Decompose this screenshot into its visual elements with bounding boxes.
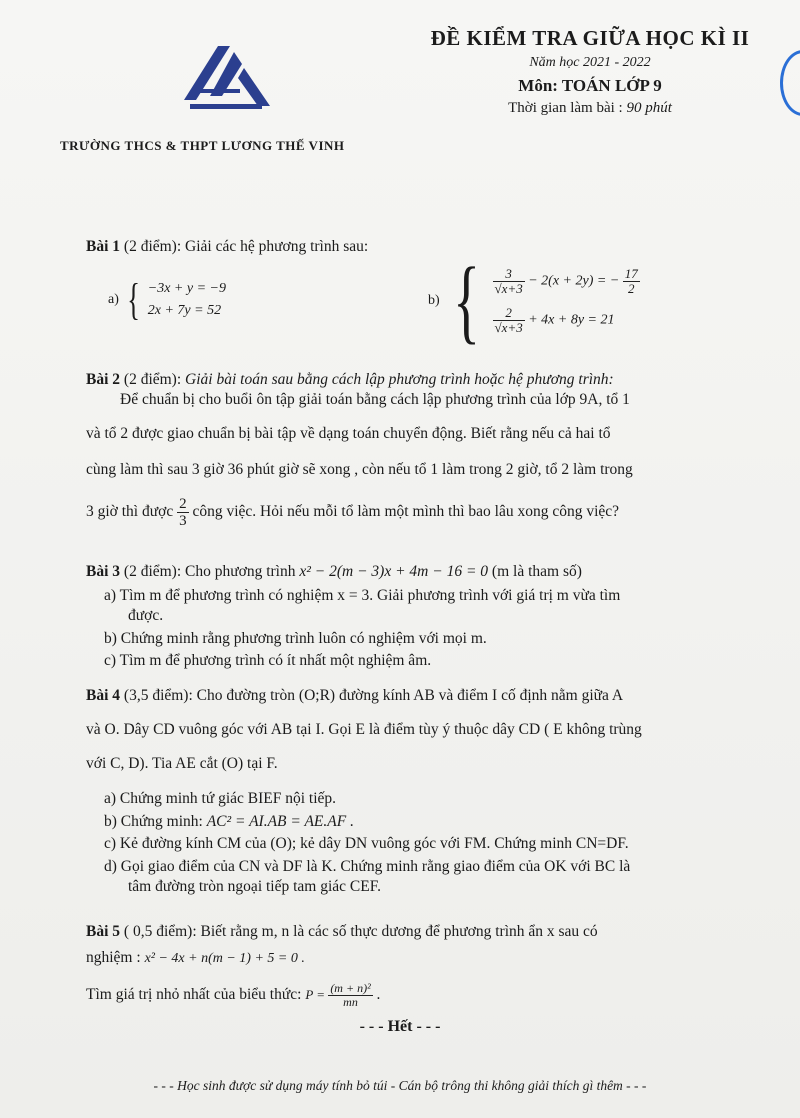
bai1-a-eq2: 2x + 7y = 52 bbox=[147, 303, 222, 318]
subject: Môn: TOÁN LỚP 9 bbox=[518, 76, 662, 95]
bai1-a-system bbox=[148, 278, 226, 322]
bai5-line1: ( 0,5 điểm): Biết rằng m, n là các số thực dương để phương trình ẩn x sau có bbox=[120, 923, 598, 940]
bai4-d-cont: tâm đường tròn ngoại tiếp tam giác CEF. bbox=[128, 878, 381, 895]
bai1-a-eq1: −3x + y = −9 bbox=[147, 281, 226, 296]
bai1-a-label: a) bbox=[108, 292, 119, 307]
bai2-line1: Để chuẩn bị cho buổi ôn tập giải toán bằng cách lập phương trình của lớp 9A, tổ 1 bbox=[120, 391, 630, 408]
time-label: Thời gian làm bài : bbox=[508, 100, 627, 116]
bai1-intro bbox=[86, 237, 368, 257]
bai4-line3: với C, D). Tia AE cắt (O) tại F. bbox=[86, 755, 278, 772]
bai3-note: (m là tham số) bbox=[488, 563, 582, 580]
bai2-frac-den: 3 bbox=[179, 513, 187, 529]
footer-note: - - - Học sinh được sử dụng máy tính bỏ túi - Cán bộ trông thi không giải thích gì thêm - - - bbox=[153, 1078, 647, 1093]
bai1-b-eq2-rest: + 4x + 8y = 21 bbox=[524, 312, 615, 328]
bai5-p: P = bbox=[305, 987, 329, 1003]
bai4-a: a) Chứng minh tứ giác BIEF nội tiếp. bbox=[104, 790, 337, 807]
bai4-line1: (3,5 điểm): Cho đường tròn (O;R) đường kính AB và điểm I cố định nằm giữa A bbox=[120, 687, 624, 704]
bai1-b-system bbox=[493, 267, 640, 335]
bai1-b-eq1 bbox=[493, 267, 640, 296]
bai2-line4-a: 3 giờ thì được bbox=[86, 503, 178, 521]
bai4-label: Bài 4 bbox=[86, 687, 121, 704]
brace-icon: { bbox=[452, 249, 480, 353]
bai2-label: Bài 2 bbox=[86, 371, 121, 388]
bai1-b-eq2-den: √x+3 bbox=[494, 320, 523, 335]
time-limit bbox=[400, 100, 780, 117]
bai3-intro-text: (2 điểm): Cho phương trình bbox=[120, 563, 300, 580]
bai4-intro bbox=[86, 686, 623, 706]
bai1-intro-text: (2 điểm): Giải các hệ phương trình sau: bbox=[120, 238, 369, 255]
bai5-line2-text: nghiệm : bbox=[86, 949, 145, 966]
bai5-line3 bbox=[86, 982, 380, 1009]
bai3-equation: x² − 2(m − 3)x + 4m − 16 = 0 bbox=[299, 563, 489, 580]
bai3-b: b) Chứng minh rằng phương trình luôn có nghiệm với mọi m. bbox=[104, 630, 487, 647]
bai3-intro bbox=[86, 562, 582, 582]
bai1-b-eq1-rest: − 2(x + 2y) = − bbox=[524, 273, 623, 289]
bai1-b bbox=[428, 249, 640, 353]
bai1-b-label: b) bbox=[428, 293, 440, 308]
bai1-b-eq2 bbox=[493, 306, 640, 335]
bai4-b-math: AC² = AI.AB = AE.AF . bbox=[206, 813, 354, 830]
bai4-b-text: b) Chứng minh: bbox=[104, 813, 207, 830]
bai2-intro-text: Giải bài toán sau bằng cách lập phương trình hoặc hệ phương trình: bbox=[185, 371, 614, 388]
bai1-label: Bài 1 bbox=[86, 238, 121, 255]
bai5-line3-text: Tìm giá trị nhỏ nhất của biểu thức: bbox=[86, 986, 306, 1004]
bai3-c: c) Tìm m để phương trình có ít nhất một nghiệm âm. bbox=[104, 652, 432, 669]
bai4-d: d) Gọi giao điểm của CN và DF là K. Chứng minh rằng giao điểm của OK với BC là bbox=[104, 858, 631, 875]
bai2-line4-b: công việc. Hỏi nếu mỗi tổ làm một mình thì bao lâu xong công việc? bbox=[188, 503, 620, 521]
bai2-head: (2 điểm): bbox=[120, 371, 186, 388]
bai2-line4 bbox=[86, 496, 619, 529]
school-name: TRƯỜNG THCS & THPT LƯƠNG THẾ VINH bbox=[60, 138, 345, 153]
bai2-line3: cùng làm thì sau 3 giờ 36 phút giờ sẽ xong , còn nếu tổ 1 làm trong 2 giờ, tổ 2 làm trong bbox=[86, 461, 633, 478]
bai1-b-eq1-rden: 2 bbox=[628, 281, 635, 296]
exam-title: ĐỀ KIỂM TRA GIỮA HỌC KÌ II bbox=[430, 26, 750, 50]
school-year: Năm học 2021 - 2022 bbox=[529, 55, 651, 70]
bai4-b bbox=[104, 812, 354, 832]
bai5-line2 bbox=[86, 948, 305, 969]
bai4-line2: và O. Dây CD vuông góc với AB tại I. Gọi E là điểm tùy ý thuộc dây CD ( E không trùng bbox=[86, 721, 642, 738]
bai1-b-eq1-rnum: 17 bbox=[624, 266, 638, 281]
bai3-label: Bài 3 bbox=[86, 563, 121, 580]
brace-icon: { bbox=[126, 275, 140, 324]
bai5-label: Bài 5 bbox=[86, 923, 121, 940]
bai1-b-eq1-num: 3 bbox=[493, 267, 525, 282]
bai5-frac-den: mn bbox=[343, 995, 358, 1009]
bai5-intro bbox=[86, 922, 598, 942]
bai5-frac-num: (m + n)² bbox=[330, 981, 371, 995]
bai1-b-eq1-den: √x+3 bbox=[494, 281, 523, 296]
bai5-line3-end: . bbox=[372, 986, 381, 1004]
bai3-a-cont: được. bbox=[128, 607, 164, 624]
bai1-b-eq2-num: 2 bbox=[493, 306, 525, 321]
bai1-a bbox=[108, 275, 226, 324]
bai2-intro bbox=[86, 370, 614, 390]
bai2-line2: và tổ 2 được giao chuẩn bị bài tập về dạng toán chuyển động. Biết rằng nếu cả hai tổ bbox=[86, 425, 611, 442]
bai3-a: a) Tìm m để phương trình có nghiệm x = 3. Giải phương trình với giá trị m vừa tìm bbox=[104, 587, 621, 604]
time-value: 90 phút bbox=[626, 100, 672, 116]
bai4-c: c) Kẻ đường kính CM của (O); kẻ dây DN vuông góc với FM. Chứng minh CN=DF. bbox=[104, 835, 629, 852]
bai2-frac-num: 2 bbox=[179, 496, 187, 512]
school-logo-icon bbox=[182, 42, 278, 114]
end-marker: - - - Hết - - - bbox=[359, 1018, 441, 1035]
bai5-line2-math: x² − 4x + n(m − 1) + 5 = 0 . bbox=[144, 951, 305, 966]
